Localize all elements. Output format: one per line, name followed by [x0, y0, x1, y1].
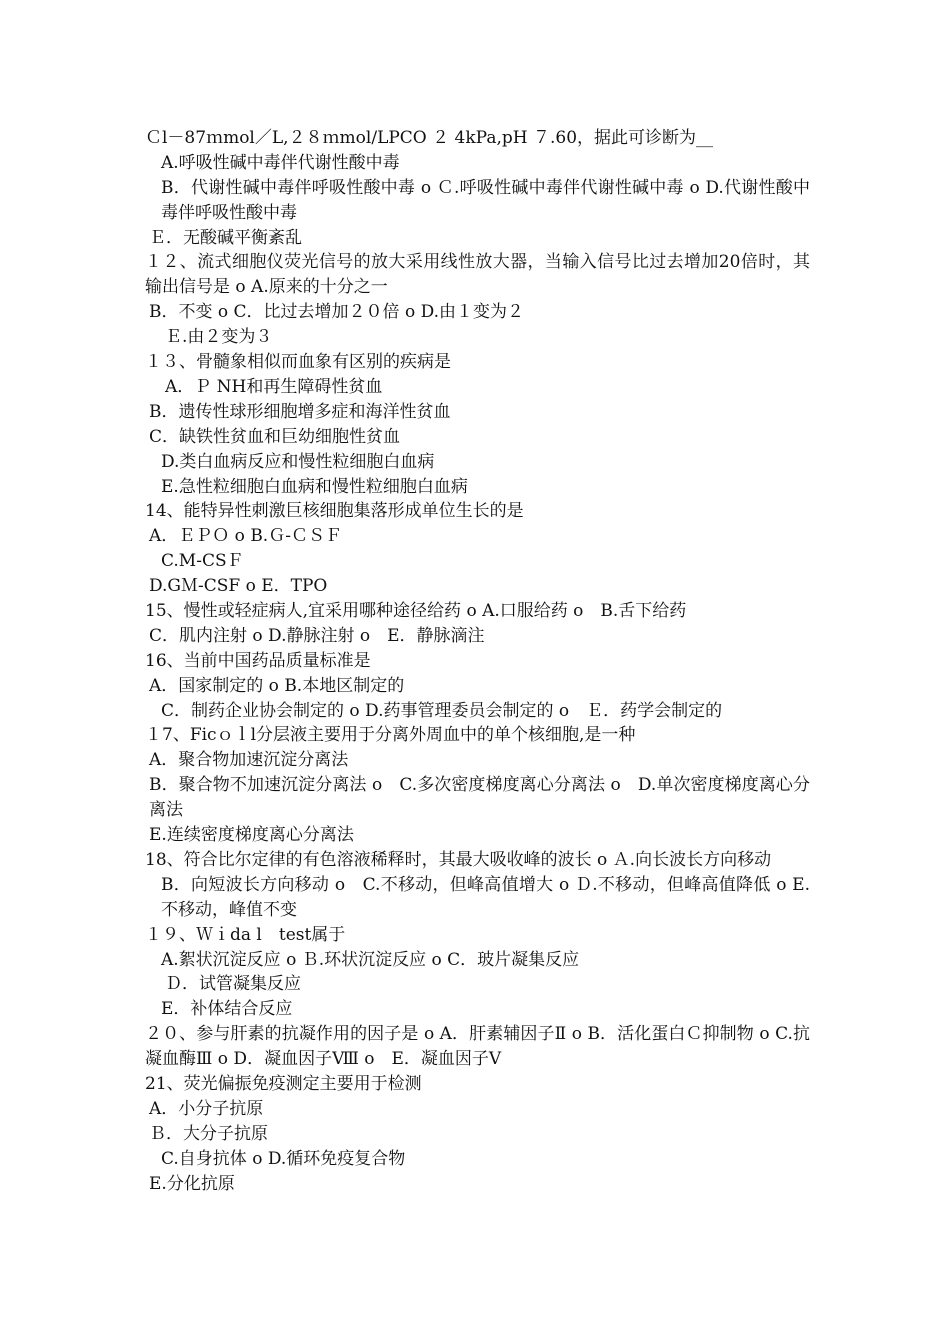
text-line: C.M-CSＦ: [161, 551, 244, 572]
text-line: D.类白血病反应和慢性粒细胞白血病: [161, 451, 435, 472]
text-paragraph: B．聚合物不加速沉淀分离法 o C.多次密度梯度离心分离法 o D.单次密度梯度离心分离法: [149, 775, 810, 821]
text-line: E．补体结合反应: [161, 999, 293, 1020]
text-line: Ｄ．试管凝集反应: [165, 974, 301, 995]
text-line: Ｂ．大分子抗原: [149, 1123, 268, 1144]
text-line: Ｅ.由２变为３: [165, 327, 273, 348]
text-paragraph: 18、符合比尔定律的有色溶液稀释时，其最大吸收峰的波长 o Ａ.向长波长方向移动: [145, 849, 772, 870]
text-line: Ｅ．无酸碱平衡紊乱: [149, 227, 302, 248]
text-line: E.急性粒细胞白血病和慢性粒细胞白血病: [161, 476, 468, 497]
text-line: 16、当前中国药品质量标准是: [145, 650, 371, 671]
text-line: C．肌内注射 o D.静脉注射 o E．静脉滴注: [149, 625, 485, 646]
text-line: １９、Ｗｉda l test属于: [145, 924, 346, 945]
text-line: C．缺铁性贫血和巨幼细胞性贫血: [149, 426, 401, 447]
text-line: A．国家制定的 o B.本地区制定的: [149, 675, 405, 696]
text-paragraph: B．代谢性碱中毒伴呼吸性酸中毒 o Ｃ.呼吸性碱中毒伴代谢性碱中毒 o D.代谢性酸中毒伴呼吸性酸中毒: [161, 177, 810, 223]
text-line: １３、骨髓象相似而血象有区别的疾病是: [145, 352, 451, 373]
text-line: Ｃl－87ｍmol／L,２８ｍmol/LPCO ２ 4kPa,pH ７.60，据此可诊断为__: [145, 128, 714, 148]
text-line: E.连续密度梯度离心分离法: [149, 825, 354, 846]
text-line: １7、Ficｏｌl分层液主要用于分离外周血中的单个核细胞,是一种: [145, 725, 636, 746]
text-paragraph: ２０、参与肝素的抗凝作用的因子是 o A．肝素辅因子Ⅱ o B．活化蛋白Ｃ抑制物 o C.抗凝血酶Ⅲ o D．凝血因子Ⅷ o E．凝血因子Ⅴ: [145, 1024, 810, 1070]
text-paragraph: B．向短波长方向移动 o C.不移动，但峰高值增大 o Ｄ.不移动，但峰高值降低 o E.不移动，峰值不变: [161, 874, 810, 920]
text-paragraph: １２、流式细胞仪荧光信号的放大采用线性放大器，当输入信号比过去增加20倍时，其输出信号是 o A.原来的十分之一: [145, 252, 810, 298]
text-line: 14、能特异性刺激巨核细胞集落形成单位生长的是: [145, 501, 524, 522]
text-line: B．不变 o C．比过去增加２０倍 o D.由１变为２: [149, 302, 525, 323]
text-line: 15、慢性或轻症病人,宜采用哪种途径给药 o A.口服给药 o B.舌下给药: [145, 600, 687, 621]
text-line: D.GＭ-CSF o E．TPO: [149, 576, 328, 597]
document-page: [145, 126, 810, 1196]
text-line: A．小分子抗原: [149, 1098, 264, 1119]
text-line: A．聚合物加速沉淀分离法: [149, 750, 349, 771]
text-line: C.自身抗体 o D.循环免疫复合物: [161, 1148, 406, 1169]
text-line: A．ＥＰＯ o B.Ｇ-ＣＳＦ: [149, 526, 342, 547]
text-line: B．遗传性球形细胞增多症和海洋性贫血: [149, 401, 451, 422]
text-line: E.分化抗原: [149, 1173, 235, 1194]
text-line: C．制药企业协会制定的 o D.药事管理委员会制定的 o Ｅ．药学会制定的: [161, 700, 723, 721]
text-line: A.絮状沉淀反应 o Ｂ.环状沉淀反应 o C．玻片凝集反应: [161, 949, 580, 970]
text-line: 21、荧光偏振免疫测定主要用于检测: [145, 1074, 422, 1095]
text-line: A.呼吸性碱中毒伴代谢性酸中毒: [161, 152, 400, 173]
text-line: A．Ｐ NH和再生障碍性贫血: [165, 376, 383, 397]
